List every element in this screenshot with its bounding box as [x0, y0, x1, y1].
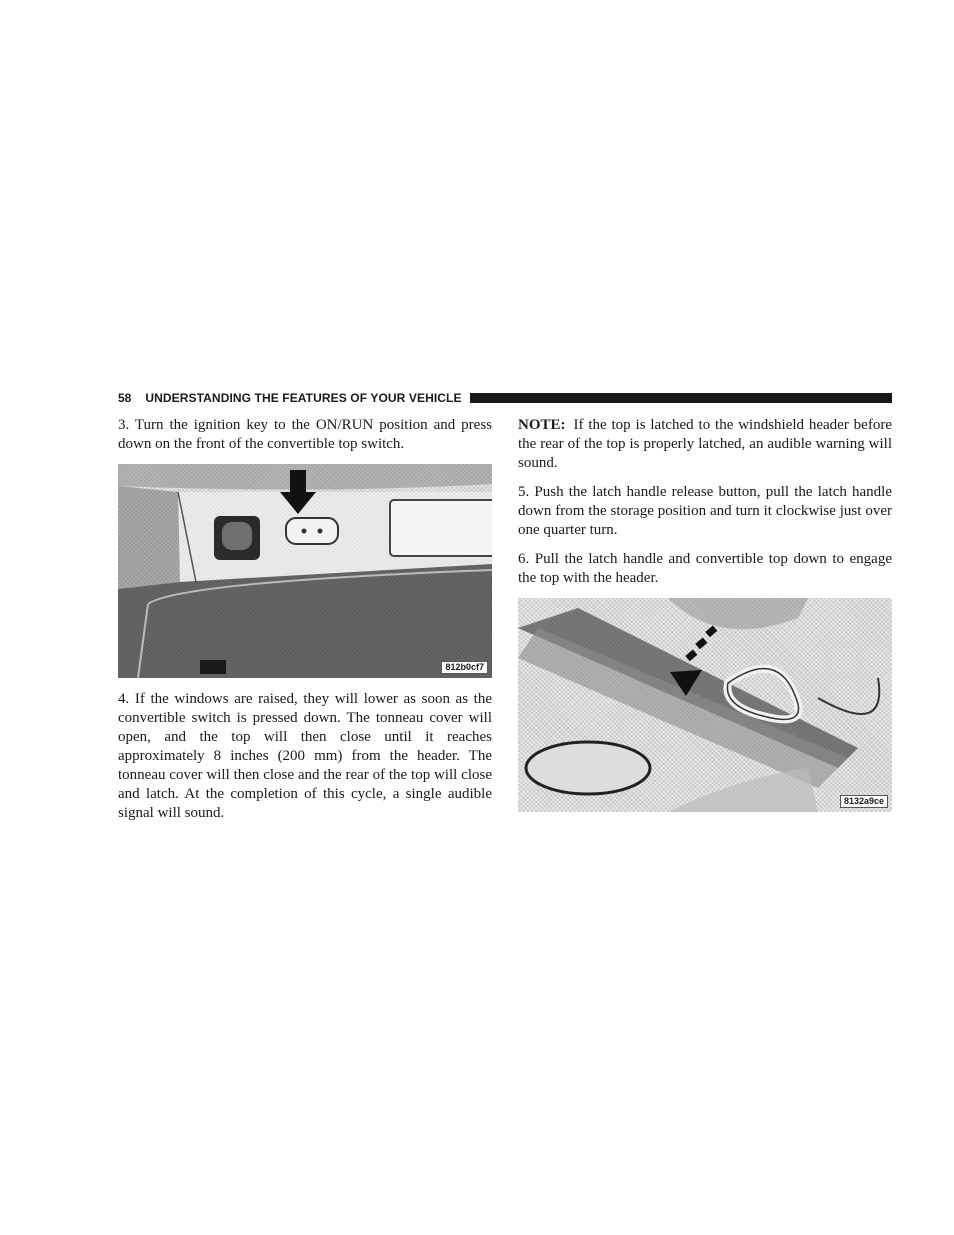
figure-2-id: 8132a9ce [840, 795, 888, 808]
left-column [118, 416, 492, 833]
note-paragraph [518, 416, 892, 473]
right-column [518, 416, 892, 824]
figure-1-id: 812b0cf7 [441, 661, 488, 674]
page-header [118, 388, 892, 408]
step-6-text: 6. Pull the latch handle and convertible top down to engage the top with the header. [518, 551, 892, 586]
header-rule [470, 393, 892, 403]
step-5-text: 5. Push the latch handle release button, pull the latch handle down from the storage position and turn it clockwise just over one quarter turn. [518, 484, 892, 538]
convertible-switch-illustration [118, 464, 492, 678]
convertible-switch-figure [118, 464, 492, 678]
note-label: NOTE: [518, 417, 566, 433]
note-text: If the top is latched to the windshield header before the rear of the top is properly latched, an audible warning will sound. [518, 417, 892, 471]
latch-handle-figure [518, 598, 892, 812]
section-title: UNDERSTANDING THE FEATURES OF YOUR VEHICLE [145, 391, 462, 405]
step-3-text: 3. Turn the ignition key to the ON/RUN position and press down on the front of the convertible top switch. [118, 417, 492, 452]
step-4-text: 4. If the windows are raised, they will lower as soon as the convertible switch is pressed down. The tonneau cover will open, and the top will then close until it reaches approximately 8 inches (200 mm) from the header. The tonneau cover will then close and the rear of the top will close and latch. At the completion of this cycle, a single audible signal will sound. [118, 691, 492, 821]
page-number: 58 [118, 391, 132, 405]
latch-handle-illustration [518, 598, 892, 812]
